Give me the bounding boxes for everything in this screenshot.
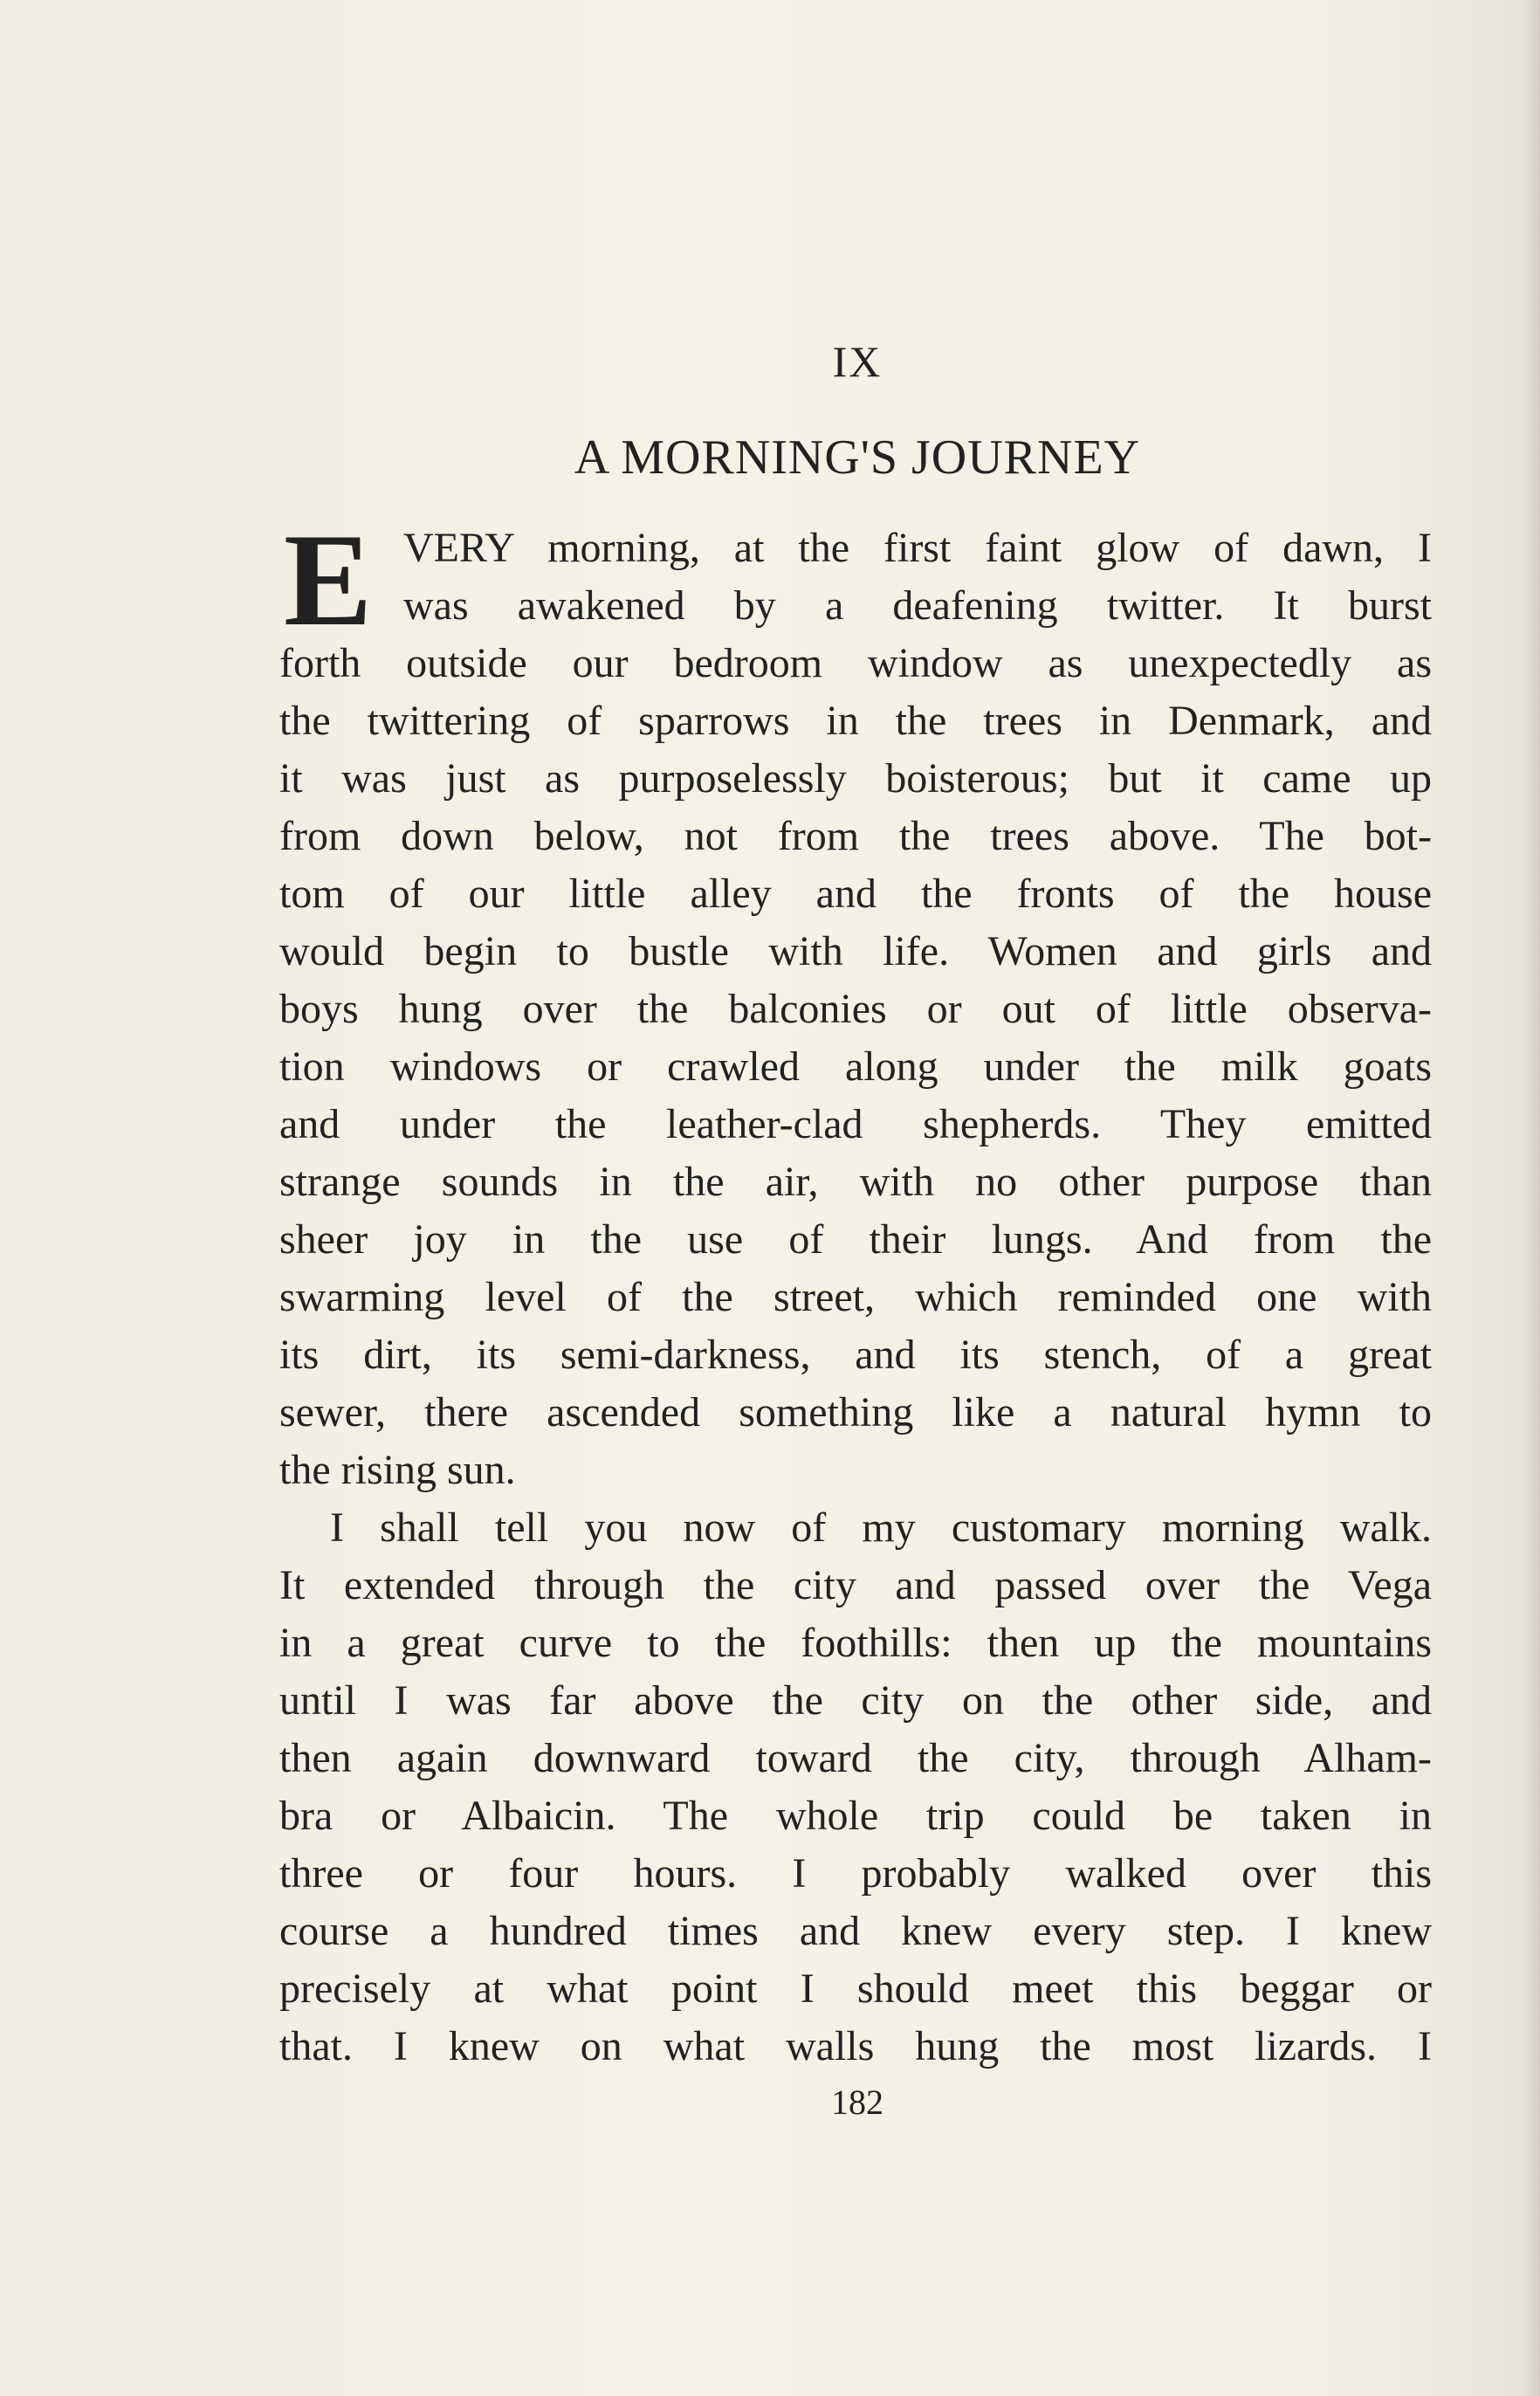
text-line: precisely at what point I should meet this beggar or xyxy=(279,1966,1432,2012)
text-line: forth outside our bedroom window as unexpectedly as xyxy=(279,640,1432,686)
text-line: It extended through the city and passed over the Vega xyxy=(279,1562,1432,1608)
text-line: until I was far above the city on the other side, and xyxy=(279,1677,1432,1724)
text-line: it was just as purposelessly boisterous; but it came up xyxy=(279,755,1432,802)
text-line: was awakened by a deafening twitter. It burst xyxy=(403,582,1432,629)
text-line: sewer, there ascended something like a natural hymn to xyxy=(279,1389,1432,1436)
text-line: from down below, not from the trees above. The bot- xyxy=(279,813,1432,859)
page-number: 182 xyxy=(831,2083,883,2122)
text-line: strange sounds in the air, with no other purpose than xyxy=(279,1159,1432,1205)
text-line: course a hundred times and knew every step. I knew xyxy=(279,1908,1432,1954)
chapter-title: A MORNING'S JOURNEY xyxy=(574,430,1141,485)
drop-cap: E xyxy=(284,506,373,653)
text-line: VERY morning, at the first faint glow of dawn, I xyxy=(403,525,1432,571)
text-line: tion windows or crawled along under the milk goats xyxy=(279,1043,1432,1090)
text-line: I shall tell you now of my customary morning walk. xyxy=(330,1504,1432,1551)
text-line: that. I knew on what walls hung the most lizards. I xyxy=(279,2023,1432,2069)
text-line: boys hung over the balconies or out of little observa- xyxy=(279,986,1432,1032)
text-line: the twittering of sparrows in the trees in Denmark, and xyxy=(279,698,1432,744)
text-line: bra or Albaicin. The whole trip could be taken in xyxy=(279,1793,1432,1839)
chapter-number: IX xyxy=(832,337,883,386)
text-line: swarming level of the street, which reminded one with xyxy=(279,1274,1432,1320)
text-line: in a great curve to the foothills: then up the mountains xyxy=(279,1620,1432,1666)
text-line: its dirt, its semi-darkness, and its stench, of a great xyxy=(279,1332,1432,1378)
text-line: and under the leather-clad shepherds. They emitted xyxy=(279,1101,1432,1147)
text-line: three or four hours. I probably walked over this xyxy=(279,1850,1432,1897)
text-line: would begin to bustle with life. Women and girls and xyxy=(279,928,1432,974)
text-line: the rising sun. xyxy=(279,1447,516,1493)
text-line: sheer joy in the use of their lungs. And from the xyxy=(279,1216,1432,1263)
body-text xyxy=(279,506,1432,2076)
text-line: then again downward toward the city, through Alham- xyxy=(279,1735,1432,1781)
text-line: tom of our little alley and the fronts of the house xyxy=(279,871,1432,917)
